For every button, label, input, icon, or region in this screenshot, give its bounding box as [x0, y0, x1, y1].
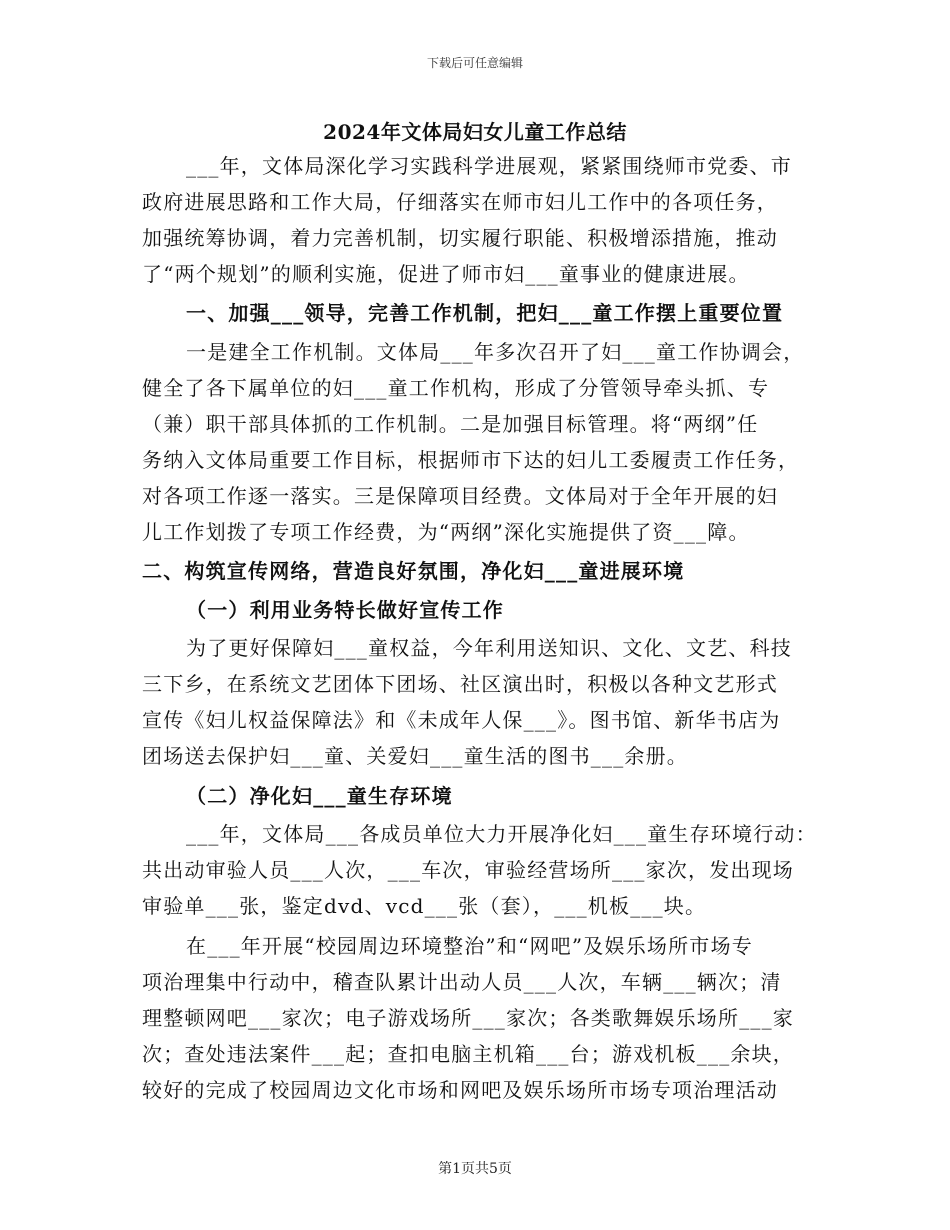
paragraph-line: 审验单___张，鉴定dvd、vcd___张（套），___机板___块。: [142, 894, 707, 918]
paragraph-line: 健全了各下属单位的妇___童工作机构，形成了分管领导牵头抓、专: [142, 376, 770, 400]
paragraph-line: 项治理集中行动中，稽查队累计出动人员___人次，车辆___辆次；清: [142, 970, 782, 994]
paragraph-line: 了“两个规划”的顺利实施，促进了师市妇___童事业的健康进展。: [142, 262, 750, 286]
paragraph-line: 加强统筹协调，着力完善机制，切实履行职能、积极增添措施，推动: [142, 226, 778, 250]
paragraph-line: 宣传《妇儿权益保障法》和《未成年人保___》。图书馆、新华书店为: [142, 708, 781, 732]
paragraph-line: 政府进展思路和工作大局，仔细落实在师市妇儿工作中的各项任务，: [142, 190, 778, 214]
paragraph-line: 务纳入文体局重要工作目标，根据师市下达的妇儿工委履责工作任务，: [142, 448, 800, 472]
paragraph-line: 较好的完成了校园周边文化市场和网吧及娱乐场所市场专项治理活动: [142, 1078, 778, 1102]
paragraph-line: 理整顿网吧___家次；电子游戏场所___家次；各类歌舞娱乐场所___家: [142, 1006, 794, 1030]
paragraph-line: 对各项工作逐一落实。三是保障项目经费。文体局对于全年开展的妇: [142, 484, 778, 508]
paragraph-line: ___年，文体局___各成员单位大力开展净化妇___童生存环境行动：: [186, 822, 817, 846]
paragraph-line: 团场送去保护妇___童、关爱妇___童生活的图书___余册。: [142, 744, 688, 768]
paragraph-line: （兼）职干部具体抓的工作机制。二是加强目标管理。将“两纲”任: [142, 412, 759, 436]
page-footer: 第1页共5页: [438, 1161, 512, 1177]
subsection-heading-2: （二）净化妇___童生存环境: [186, 784, 453, 808]
paragraph-line: 一是建全工作机制。文体局___年多次召开了妇___童工作协调会，: [186, 340, 805, 364]
page-header: 下载后可任意编辑: [426, 56, 523, 70]
paragraph-line: 共出动审验人员___人次，___车次，审验经营场所___家次，发出现场: [142, 858, 794, 882]
paragraph-line: ___年，文体局深化学习实践科学进展观，紧紧围绕师市党委、市: [186, 154, 792, 178]
section-heading-1: 一、加强___领导，完善工作机制，把妇___童工作摆上重要位置: [186, 301, 784, 325]
subsection-heading-1: （一）利用业务特长做好宣传工作: [186, 598, 504, 622]
document-title: 2024年文体局妇女儿童工作总结: [323, 120, 627, 144]
paragraph-line: 为了更好保障妇___童权益，今年利用送知识、文化、文艺、科技: [186, 636, 792, 660]
paragraph-line: 儿工作划拨了专项工作经费，为“两纲”深化实施提供了资___障。: [142, 520, 750, 544]
section-heading-2: 二、构筑宣传网络，营造良好氛围，净化妇___童进展环境: [142, 559, 685, 583]
paragraph-line: 三下乡，在系统文艺团体下团场、社区演出时，积极以各种文艺形式: [142, 672, 778, 696]
paragraph-line: 次；查处违法案件___起；查扣电脑主机箱___台；游戏机板___余块，: [142, 1042, 794, 1066]
paragraph-line: 在___年开展“校园周边环境整治”和“网吧”及娱乐场所市场专: [186, 934, 753, 958]
